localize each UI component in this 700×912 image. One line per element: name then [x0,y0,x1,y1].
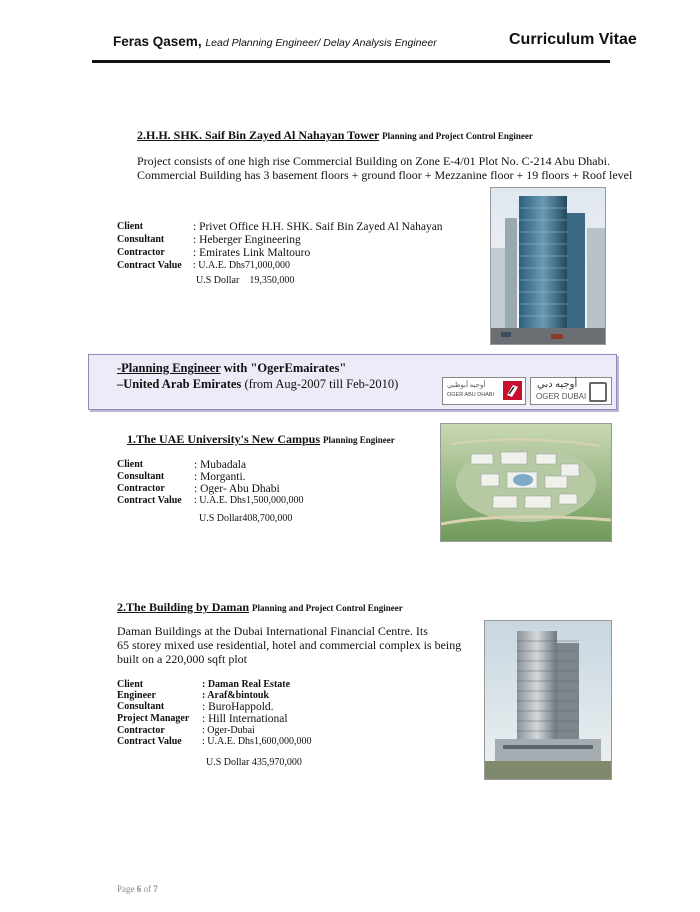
header-name-line [113,34,437,49]
page-current: 6 [136,884,142,894]
page-total: 7 [153,884,158,894]
detail-label: Consultant [117,701,165,712]
banner-company: with "OgerEmairates" [220,361,347,375]
project1-role: Planning and Project Control Engineer [382,131,533,141]
cv-name: Feras Qasem [113,34,198,49]
detail-label: Client [117,679,144,690]
detail-value: : Privet Office H.H. SHK. Saif Bin Zayed Al Nahayan [193,221,443,233]
logo2-text: OGER DUBAI [536,392,587,401]
logo2-arabic: أوجيه دبي [537,379,578,390]
banner-role-line [117,361,346,376]
project2-role: Planning Engineer [323,435,395,445]
name-separator: , [197,34,202,49]
detail-value: : Oger-Dubai [202,725,255,736]
project3-desc-line3: built on a 220,000 sqft plot [117,652,247,666]
project1-title-line [137,128,533,143]
detail-value: : Daman Real Estate [202,679,291,690]
tower-photo [490,187,606,345]
page-label: Page [117,884,135,894]
detail-value: : U.A.E. Dhs71,000,000 [193,260,290,271]
oger-dubai-logo [530,377,612,405]
project1-description [137,154,633,182]
document-title: Curriculum Vitae [509,31,637,48]
banner-location: –United Arab Emirates [117,377,242,391]
project3-description [117,624,477,666]
detail-value: : Emirates Link Maltouro [193,247,311,259]
cv-role: Lead Planning Engineer/ Delay Analysis Engineer [205,37,437,49]
detail-label: Contractor [117,725,165,736]
banner-role: -Planning Engineer [117,361,221,375]
detail-label: Contract Value [117,260,182,271]
detail-label: Client [117,221,144,232]
detail-value: : Hill International [202,713,288,725]
daman-building-photo [484,620,612,780]
detail-label: Contract Value [117,495,182,506]
project3-title: 2.The Building by Daman [117,600,250,614]
logo1-mark [503,381,522,400]
logo1-text: OGER ABU DHABI [447,392,495,398]
oger-abu-dhabi-logo [442,377,526,405]
project1-usd: U.S Dollar 19,350,000 [196,275,295,286]
detail-label: Contract Value [117,736,182,747]
detail-label: Client [117,459,144,470]
project1-desc-line1: Project consists of one high rise Commercial Building on Zone E-4/01 Plot No. C-214 Abu Dhabi. [137,154,610,168]
project2-details [117,459,303,506]
detail-value: : Heberger Engineering [193,234,301,246]
project2-usd: U.S Dollar408,700,000 [199,513,293,524]
detail-label: Consultant [117,471,165,482]
detail-label: Contractor [117,247,165,258]
project3-title-line [117,600,403,615]
banner-period: (from Aug-2007 till Feb-2010) [241,377,399,391]
project1-title: 2.H.H. SHK. Saif Bin Zayed Al Nahayan Tower [137,128,380,142]
project3-role: Planning and Project Control Engineer [252,603,403,613]
detail-label: Contractor [117,483,165,494]
campus-aerial-photo [440,423,612,542]
page-number [117,884,158,894]
project1-desc-line2: Commercial Building has 3 basement floors + ground floor + Mezzanine floor + 19 floors + Roof level [137,168,633,182]
project2-title: 1.The UAE University's New Campus [127,432,321,446]
detail-label: Engineer [117,690,156,701]
detail-value: : U.A.E. Dhs1,600,000,000 [202,736,312,747]
detail-value: : Araf&bintouk [202,690,269,701]
detail-value: : Morganti. [194,471,246,483]
detail-label: Project Manager [117,713,190,724]
detail-value: : Mubadala [194,459,247,471]
detail-label: Consultant [117,234,165,245]
banner-location-line [117,377,398,392]
employment-banner [88,354,617,410]
project3-details [117,679,311,747]
project3-desc-line1: Daman Buildings at the Dubai International Financial Centre. Its [117,624,428,638]
logo2-mark [589,382,607,402]
project3-desc-line2: 65 storey mixed use residential, hotel and commercial complex is being [117,638,462,652]
header-divider [92,60,610,63]
detail-value: : BuroHappold. [202,701,274,713]
project3-usd: U.S Dollar 435,970,000 [206,757,302,768]
page-of: of [143,884,151,894]
project1-details [117,221,443,271]
logo1-arabic: أوجيه أبوظبي [447,381,486,389]
project2-title-line [127,432,395,447]
detail-value: : U.A.E. Dhs1,500,000,000 [194,495,304,506]
detail-value: : Oger- Abu Dhabi [194,483,280,495]
